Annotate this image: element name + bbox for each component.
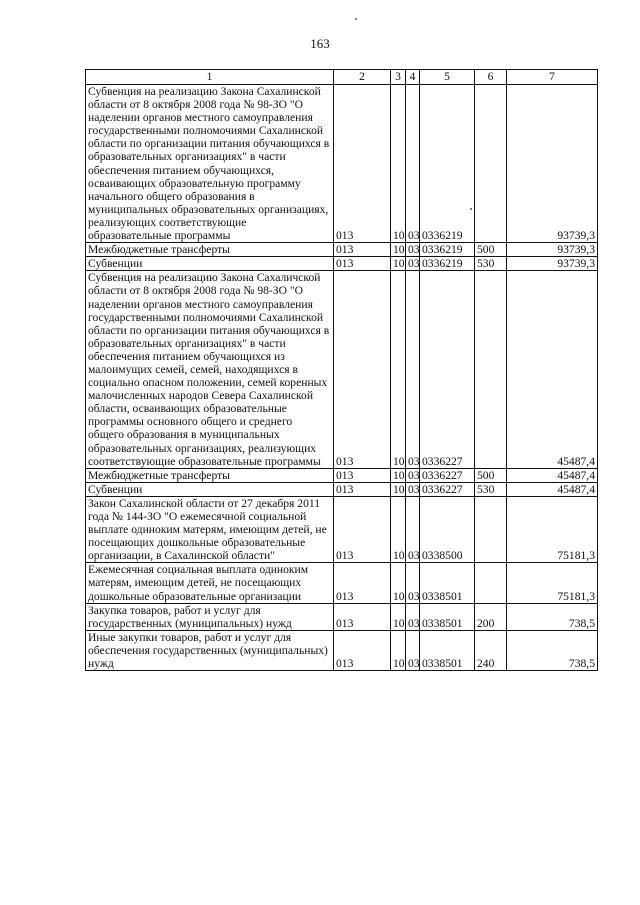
target-code: 0336219 (420, 243, 475, 257)
amount-value: 75181,3 (507, 563, 598, 603)
subsection-code: 03 (406, 243, 420, 257)
row-name: Субвенция на реализацию Закона Сахаличской области от 8 октября 2008 года № 98-ЗО "О наделении органов местного самоуправления государственными полномочиями Сахалинской области по организации питания обучающихся в образовательных организациях" в части обеспечения питанием обучающихся из малоимущих семей, семей, находящихся в социально опасном положении, семей коренных малочисленных народов Севера Сахалинской области, осваивающих образовательные программы основного общего и среднего общего образования в муниципальных образовательных организациях, реализующих соответствующие образовательные программы (86, 271, 334, 468)
target-code: 0336227 (420, 271, 475, 468)
amount-value: 45487,4 (507, 468, 598, 482)
amount-value: 93739,3 (507, 243, 598, 257)
subsection-code: 03 (406, 85, 420, 243)
table-row (86, 271, 598, 468)
expense-code: 530 (475, 257, 507, 271)
budget-table (85, 69, 598, 671)
expense-code (475, 496, 507, 562)
column-header: 6 (475, 70, 507, 85)
ministry-code: 013 (334, 563, 391, 603)
row-name: Закон Сахалинской области от 27 декабря 2011 года № 144-ЗО "О ежемесячной социальной выплате одиноким матерям, имеющим детей, не посещающих дошкольные образовательные организации, в Сахалинской области" (86, 496, 334, 562)
column-header: 2 (334, 70, 391, 85)
expense-code: 530 (475, 482, 507, 496)
section-code: 10 (391, 630, 406, 670)
amount-value: 738,5 (507, 630, 598, 670)
section-code: 10 (391, 271, 406, 468)
expense-code: 200 (475, 603, 507, 630)
ministry-code: 013 (334, 482, 391, 496)
subsection-code: 03 (406, 257, 420, 271)
row-name: Межбюджетные трансферты (86, 468, 334, 482)
ministry-code: 013 (334, 257, 391, 271)
section-code: 10 (391, 85, 406, 243)
row-name: Субвенции (86, 482, 334, 496)
table-row (86, 257, 598, 271)
ministry-code: 013 (334, 271, 391, 468)
amount-value: 738,5 (507, 603, 598, 630)
section-code: 10 (391, 243, 406, 257)
expense-code (475, 563, 507, 603)
table-row (86, 603, 598, 630)
target-code: 0336227 (420, 468, 475, 482)
ministry-code: 013 (334, 630, 391, 670)
row-name: Субвенции (86, 257, 334, 271)
column-header: 1 (86, 70, 334, 85)
target-code: 0336219 (420, 257, 475, 271)
subsection-code: 03 (406, 271, 420, 468)
table-row (86, 630, 598, 670)
table-row (86, 468, 598, 482)
row-name: Иные закупки товаров, работ и услуг для обеспечения государственных (муниципальных) нужд (86, 630, 334, 670)
ministry-code: 013 (334, 243, 391, 257)
column-header: 3 (391, 70, 406, 85)
table-row (86, 85, 598, 243)
header-row (86, 70, 598, 85)
table-row (86, 496, 598, 562)
expense-code: 500 (475, 243, 507, 257)
subsection-code: 03 (406, 482, 420, 496)
expense-code (475, 85, 507, 243)
amount-value: 75181,3 (507, 496, 598, 562)
subsection-code: 03 (406, 496, 420, 562)
ministry-code: 013 (334, 85, 391, 243)
section-code: 10 (391, 482, 406, 496)
subsection-code: 03 (406, 563, 420, 603)
ministry-code: 013 (334, 603, 391, 630)
expense-code: 240 (475, 630, 507, 670)
target-code: 0338501 (420, 630, 475, 670)
target-code: 0336227 (420, 482, 475, 496)
target-code: 0336219 (420, 85, 475, 243)
amount-value: 93739,3 (507, 257, 598, 271)
page-number: 163 (310, 36, 330, 51)
subsection-code: 03 (406, 603, 420, 630)
scan-speck (355, 18, 357, 20)
table-row (86, 243, 598, 257)
subsection-code: 03 (406, 630, 420, 670)
section-code: 10 (391, 563, 406, 603)
amount-value: 45487,4 (507, 271, 598, 468)
target-code: 0338501 (420, 563, 475, 603)
row-name: Ежемесячная социальная выплата одиноким матерям, имеющим детей, не посещающих дошкольные образовательные организации (86, 563, 334, 603)
expense-code: 500 (475, 468, 507, 482)
ministry-code: 013 (334, 468, 391, 482)
row-name: Закупка товаров, работ и услуг для государственных (муниципальных) нужд (86, 603, 334, 630)
column-header: 5 (420, 70, 475, 85)
table-row (86, 482, 598, 496)
target-code: 0338501 (420, 603, 475, 630)
amount-value: 93739,3 (507, 85, 598, 243)
ministry-code: 013 (334, 496, 391, 562)
section-code: 10 (391, 257, 406, 271)
section-code: 10 (391, 468, 406, 482)
subsection-code: 03 (406, 468, 420, 482)
table-row (86, 563, 598, 603)
section-code: 10 (391, 496, 406, 562)
target-code: 0338500 (420, 496, 475, 562)
amount-value: 45487,4 (507, 482, 598, 496)
row-name: Субвенция на реализацию Закона Сахалинской области от 8 октября 2008 года № 98-ЗО "О наделении органов местного самоуправления государственными полномочиями Сахалинской области по организации питания обучающихся в образовательных организациях" в части обеспечения питанием обучающихся, осваивающих образовательную программу начального общего образования в муниципальных образовательных организациях, реализующих соответствующие образовательные программы (86, 85, 334, 243)
column-header: 4 (406, 70, 420, 85)
expense-code (475, 271, 507, 468)
row-name: Межбюджетные трансферты (86, 243, 334, 257)
section-code: 10 (391, 603, 406, 630)
column-header: 7 (507, 70, 598, 85)
